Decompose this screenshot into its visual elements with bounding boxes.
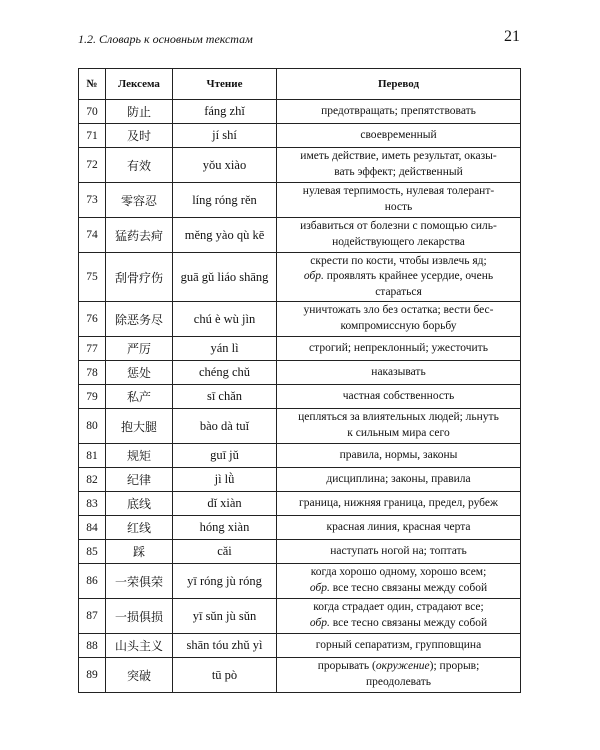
translation-cell — [277, 302, 521, 337]
lexeme-cell: 抱大腿 — [106, 409, 173, 444]
row-number: 73 — [79, 183, 106, 218]
page-header — [78, 28, 520, 48]
table-row — [79, 516, 521, 540]
table-row — [79, 564, 521, 599]
reading-cell: yī sǔn jù sǔn — [173, 599, 277, 634]
table-row — [79, 444, 521, 468]
lexeme-cell: 严厉 — [106, 337, 173, 361]
row-number: 80 — [79, 409, 106, 444]
table-row — [79, 302, 521, 337]
lexeme-cell: 踩 — [106, 540, 173, 564]
translation-text: уничтожать зло без остатка; вести бес- — [303, 304, 494, 317]
table-row — [79, 599, 521, 634]
translation-italic-text: обр. — [309, 617, 330, 629]
translation-text: предотвращать; препятствовать — [321, 104, 476, 117]
row-number: 85 — [79, 540, 106, 564]
section-title: 1.2. Словарь к основным текстам — [78, 32, 253, 46]
row-number: 72 — [79, 148, 106, 183]
row-number: 78 — [79, 361, 106, 385]
translation-text: наказывать — [371, 365, 426, 378]
row-number: 87 — [79, 599, 106, 634]
lexeme-cell: 一荣俱荣 — [106, 564, 173, 599]
row-number: 86 — [79, 564, 106, 599]
lexeme-cell: 有效 — [106, 148, 173, 183]
translation-cell — [277, 253, 521, 302]
translation-text: проявлять крайнее усердие, очень — [323, 270, 494, 283]
reading-cell: fáng zhǐ — [173, 100, 277, 124]
translation-text: компромиссную борьбу — [340, 320, 457, 332]
row-number: 76 — [79, 302, 106, 337]
translation-text: стараться — [375, 285, 422, 298]
translation-italic-text: обр. — [309, 582, 330, 594]
translation-text: граница, нижняя граница, предел, рубеж — [299, 496, 498, 509]
table-body — [79, 100, 521, 693]
row-number: 83 — [79, 492, 106, 516]
table-row — [79, 409, 521, 444]
row-number: 89 — [79, 658, 106, 693]
table-row — [79, 148, 521, 183]
lexeme-cell: 惩处 — [106, 361, 173, 385]
lexeme-cell: 私产 — [106, 385, 173, 409]
table-row — [79, 124, 521, 148]
translation-text: правила, нормы, законы — [339, 448, 458, 461]
reading-cell: guā gǔ liáo shāng — [173, 253, 277, 302]
table-row — [79, 385, 521, 409]
row-number: 81 — [79, 444, 106, 468]
vocabulary-table — [78, 68, 521, 693]
translation-text: частная собственность — [342, 389, 455, 402]
lexeme-cell: 一损俱损 — [106, 599, 173, 634]
reading-cell: yǒu xiào — [173, 148, 277, 183]
table-row — [79, 100, 521, 124]
translation-text: цепляться за влиятельных людей; льнуть — [298, 411, 499, 424]
row-number: 71 — [79, 124, 106, 148]
translation-cell — [277, 218, 521, 253]
column-header-number: № — [79, 69, 106, 100]
translation-cell — [277, 658, 521, 693]
reading-cell: yī róng jù róng — [173, 564, 277, 599]
translation-text: дисциплина; законы, правила — [326, 472, 471, 485]
lexeme-cell: 刮骨疗伤 — [106, 253, 173, 302]
table-header-row — [79, 69, 521, 100]
lexeme-cell: 突破 — [106, 658, 173, 693]
lexeme-cell: 山头主义 — [106, 634, 173, 658]
row-number: 75 — [79, 253, 106, 302]
translation-text: скрести по кости, чтобы извлечь яд; — [310, 254, 487, 267]
lexeme-cell: 规矩 — [106, 444, 173, 468]
translation-text: ность — [384, 201, 413, 213]
table-row — [79, 183, 521, 218]
translation-text: нулевая терпимость, нулевая толерант- — [302, 185, 495, 198]
reading-cell: yán lì — [173, 337, 277, 361]
translation-cell — [277, 444, 521, 468]
translation-italic-text: обр. — [303, 270, 324, 283]
translation-text: иметь действие, иметь результат, оказы- — [300, 150, 497, 163]
lexeme-cell: 纪律 — [106, 468, 173, 492]
translation-cell — [277, 516, 521, 540]
translation-cell — [277, 492, 521, 516]
reading-cell: cǎi — [173, 540, 277, 564]
row-number: 84 — [79, 516, 106, 540]
reading-cell: hóng xiàn — [173, 516, 277, 540]
translation-text: красная линия, красная черта — [326, 520, 471, 533]
translation-text: преодолевать — [365, 676, 432, 688]
row-number: 77 — [79, 337, 106, 361]
translation-cell — [277, 409, 521, 444]
reading-cell: chéng chǔ — [173, 361, 277, 385]
lexeme-cell: 防止 — [106, 100, 173, 124]
lexeme-cell: 红线 — [106, 516, 173, 540]
translation-cell — [277, 148, 521, 183]
table-row — [79, 492, 521, 516]
reading-cell: líng róng rěn — [173, 183, 277, 218]
lexeme-cell: 底线 — [106, 492, 173, 516]
translation-cell — [277, 183, 521, 218]
translation-cell — [277, 100, 521, 124]
translation-text: все тесно связаны между собой — [329, 617, 488, 629]
lexeme-cell: 猛药去疴 — [106, 218, 173, 253]
translation-text: наступать ногой на; топтать — [330, 544, 467, 557]
table-row — [79, 468, 521, 492]
row-number: 70 — [79, 100, 106, 124]
row-number: 88 — [79, 634, 106, 658]
reading-cell: tū pò — [173, 658, 277, 693]
reading-cell: jí shí — [173, 124, 277, 148]
column-header-lexeme: Лексема — [106, 69, 173, 100]
translation-cell — [277, 361, 521, 385]
lexeme-cell: 零容忍 — [106, 183, 173, 218]
translation-cell — [277, 634, 521, 658]
row-number: 82 — [79, 468, 106, 492]
reading-cell: shān tóu zhǔ yì — [173, 634, 277, 658]
lexeme-cell: 及时 — [106, 124, 173, 148]
translation-italic-text: окружение — [375, 660, 430, 673]
translation-cell — [277, 337, 521, 361]
translation-text: нодействующего лекарства — [332, 236, 465, 248]
table-row — [79, 540, 521, 564]
translation-cell — [277, 599, 521, 634]
translation-cell — [277, 385, 521, 409]
translation-cell — [277, 124, 521, 148]
reading-cell: guī jǔ — [173, 444, 277, 468]
reading-cell: dǐ xiàn — [173, 492, 277, 516]
translation-text: когда хорошо одному, хорошо всем; — [310, 566, 487, 579]
table-row — [79, 218, 521, 253]
translation-text: ); прорыв; — [429, 660, 480, 673]
translation-cell — [277, 540, 521, 564]
row-number: 79 — [79, 385, 106, 409]
reading-cell: měng yào qù kē — [173, 218, 277, 253]
column-header-reading: Чтение — [173, 69, 277, 100]
translation-text: вать эффект; действенный — [334, 166, 463, 178]
table-row — [79, 253, 521, 302]
column-header-translation: Перевод — [277, 69, 521, 100]
translation-text: когда страдает один, страдают все; — [313, 601, 484, 614]
lexeme-cell: 除恶务尽 — [106, 302, 173, 337]
reading-cell: bào dà tuǐ — [173, 409, 277, 444]
translation-text: горный сепаратизм, групповщина — [315, 638, 482, 651]
reading-cell: chú è wù jìn — [173, 302, 277, 337]
translation-text: к сильным мира сего — [347, 427, 450, 439]
translation-cell — [277, 468, 521, 492]
table-row — [79, 337, 521, 361]
translation-cell — [277, 564, 521, 599]
table-row — [79, 658, 521, 693]
translation-text: избавиться от болезни с помощью силь- — [300, 220, 497, 233]
translation-text: своевременный — [360, 128, 437, 141]
translation-text: все тесно связаны между собой — [329, 582, 488, 594]
page-number: 21 — [504, 28, 520, 45]
table-row — [79, 361, 521, 385]
translation-text: прорывать ( — [317, 660, 376, 673]
table-row — [79, 634, 521, 658]
reading-cell: sī chǎn — [173, 385, 277, 409]
reading-cell: jì lǜ — [173, 468, 277, 492]
translation-text: строгий; непреклонный; ужесточить — [309, 341, 488, 354]
row-number: 74 — [79, 218, 106, 253]
